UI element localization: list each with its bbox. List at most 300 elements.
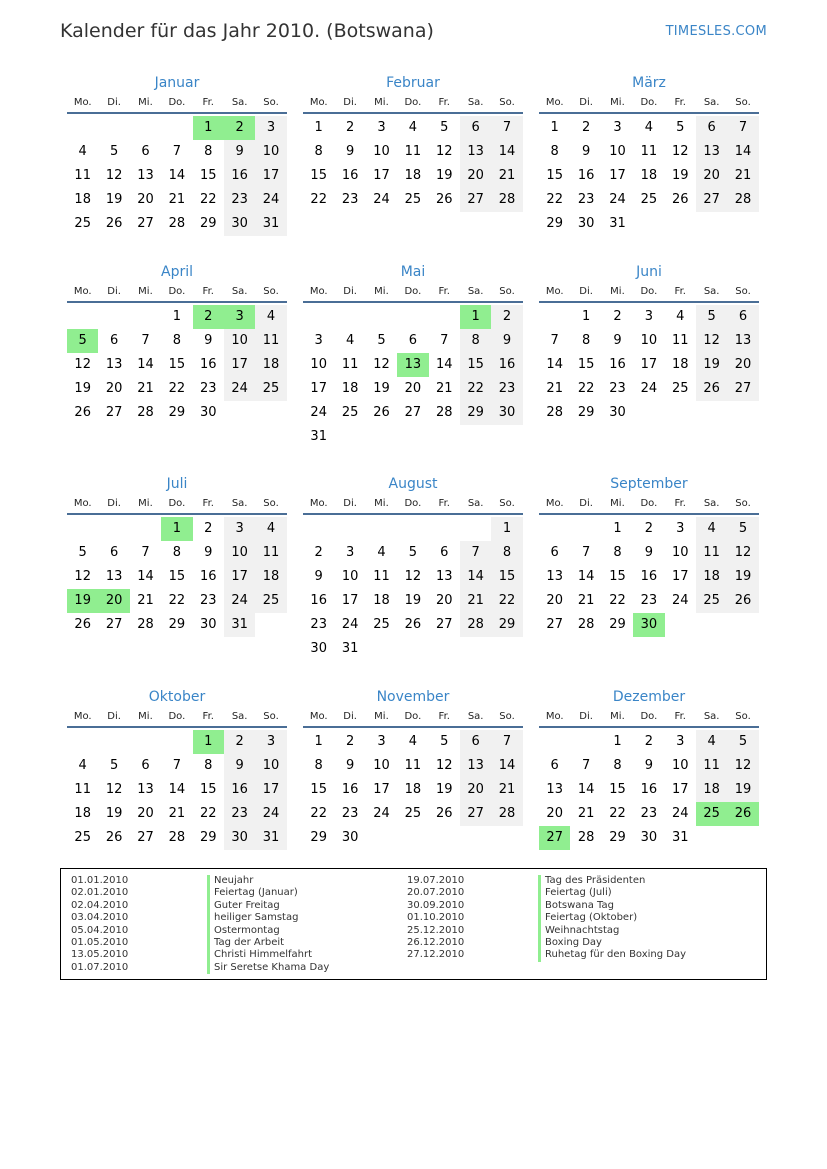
weekday-label: Do. xyxy=(404,97,422,108)
empty-cell xyxy=(98,517,129,541)
day-cell: 13 xyxy=(137,782,154,797)
holiday-day-cell: 1 xyxy=(193,116,224,140)
empty-cell xyxy=(334,305,365,329)
day-cell: 25 xyxy=(404,192,422,207)
month-title: September xyxy=(610,476,688,492)
day-cell: 7 xyxy=(141,333,150,348)
empty-cell xyxy=(397,637,428,661)
day-cell: 27 xyxy=(696,188,727,212)
day-cell: 3 xyxy=(676,734,685,749)
weekday-label: Sa. xyxy=(231,286,248,297)
day-cell: 8 xyxy=(491,541,522,565)
day-cell: 15 xyxy=(310,782,327,797)
day-cell: 30 xyxy=(224,826,255,850)
week-row xyxy=(67,754,287,778)
empty-cell xyxy=(460,517,491,541)
empty-cell xyxy=(397,305,428,329)
day-cell: 31 xyxy=(255,212,286,236)
empty-cell xyxy=(727,613,758,637)
day-cell: 26 xyxy=(435,192,453,207)
day-cell: 14 xyxy=(491,140,522,164)
day-cell: 4 xyxy=(408,734,417,749)
weekday-header xyxy=(67,708,287,728)
day-cell: 23 xyxy=(224,802,255,826)
day-cell: 26 xyxy=(671,192,689,207)
day-cell: 15 xyxy=(609,782,626,797)
day-cell: 8 xyxy=(172,333,181,348)
day-cell: 17 xyxy=(671,569,689,584)
day-cell: 4 xyxy=(345,333,355,348)
empty-cell xyxy=(665,613,696,637)
week-row xyxy=(539,826,759,850)
empty-cell xyxy=(491,826,522,850)
day-cell: 14 xyxy=(137,357,154,372)
empty-cell xyxy=(727,212,758,236)
day-cell: 14 xyxy=(137,569,154,584)
weekday-label: Fr. xyxy=(438,286,450,297)
day-cell: 24 xyxy=(255,188,286,212)
legend-date: 30.09.2010 xyxy=(407,899,465,911)
week-row xyxy=(539,802,759,826)
day-cell: 4 xyxy=(255,305,286,329)
legend-date: 19.07.2010 xyxy=(407,875,465,886)
day-cell: 13 xyxy=(460,754,491,778)
day-cell: 10 xyxy=(671,758,689,773)
week-row xyxy=(539,164,759,188)
empty-cell xyxy=(67,517,98,541)
day-cell: 10 xyxy=(255,754,286,778)
day-cell: 17 xyxy=(255,164,286,188)
day-cell: 22 xyxy=(199,806,217,821)
day-cell: 23 xyxy=(224,188,255,212)
day-cell: 12 xyxy=(373,357,390,372)
week-row xyxy=(67,116,287,140)
day-cell: 28 xyxy=(137,617,154,632)
day-cell: 9 xyxy=(224,754,255,778)
day-cell: 10 xyxy=(373,144,390,159)
day-cell: 29 xyxy=(199,216,217,231)
day-cell: 4 xyxy=(78,758,87,773)
day-cell: 31 xyxy=(310,429,327,444)
day-cell: 22 xyxy=(546,192,563,207)
day-cell: 17 xyxy=(224,353,255,377)
month-title: August xyxy=(388,476,438,492)
day-cell: 29 xyxy=(199,830,217,845)
day-cell: 3 xyxy=(377,120,386,135)
day-cell: 3 xyxy=(255,730,286,754)
empty-cell xyxy=(397,425,428,449)
brand-link[interactable]: TIMESLES.COM xyxy=(665,24,767,39)
week-row xyxy=(67,802,287,826)
day-cell: 31 xyxy=(609,216,626,231)
week-row xyxy=(303,778,523,802)
weekday-label: Sa. xyxy=(467,498,484,509)
day-cell: 16 xyxy=(491,353,522,377)
day-cell: 5 xyxy=(408,545,417,560)
day-cell: 23 xyxy=(640,593,658,608)
holiday-day-cell: 27 xyxy=(539,826,570,850)
week-row xyxy=(303,353,523,377)
day-cell: 17 xyxy=(373,168,390,183)
day-cell: 14 xyxy=(460,565,491,589)
weekday-label: Sa. xyxy=(467,711,484,722)
week-row xyxy=(303,188,523,212)
day-cell: 26 xyxy=(105,216,123,231)
day-cell: 22 xyxy=(609,806,626,821)
day-cell: 11 xyxy=(255,541,286,565)
empty-cell xyxy=(696,401,727,425)
day-cell: 8 xyxy=(581,333,591,348)
day-cell: 11 xyxy=(640,144,658,159)
legend-holiday-name: Tag der Arbeit xyxy=(207,937,329,949)
week-row xyxy=(67,778,287,802)
day-cell: 3 xyxy=(644,309,653,324)
empty-cell xyxy=(67,730,98,754)
day-cell: 20 xyxy=(727,353,758,377)
month-mai xyxy=(303,261,523,449)
day-cell: 21 xyxy=(460,589,491,613)
day-cell: 23 xyxy=(310,617,327,632)
day-cell: 24 xyxy=(224,377,255,401)
day-cell: 2 xyxy=(644,521,653,536)
day-cell: 28 xyxy=(577,830,595,845)
day-cell: 9 xyxy=(204,545,213,560)
day-cell: 20 xyxy=(435,593,453,608)
day-cell: 26 xyxy=(435,806,453,821)
week-row xyxy=(303,754,523,778)
month-juni xyxy=(539,261,759,425)
day-cell: 17 xyxy=(671,782,689,797)
weekday-label: Do. xyxy=(404,286,422,297)
week-row xyxy=(539,140,759,164)
day-cell: 21 xyxy=(491,164,522,188)
day-cell: 5 xyxy=(109,144,119,159)
empty-cell xyxy=(98,116,129,140)
day-cell: 7 xyxy=(727,116,758,140)
empty-cell xyxy=(539,305,570,329)
day-cell: 12 xyxy=(404,569,422,584)
month-dezember xyxy=(539,686,759,850)
weekday-header xyxy=(303,708,523,728)
week-row xyxy=(67,826,287,850)
day-cell: 21 xyxy=(137,381,154,396)
week-row xyxy=(67,613,287,637)
legend-holiday-name: Botswana Tag xyxy=(538,900,686,912)
weekday-label: Mo. xyxy=(545,286,564,297)
day-cell: 18 xyxy=(404,168,422,183)
weekday-label: Mo. xyxy=(545,711,564,722)
week-row xyxy=(67,212,287,236)
day-cell: 26 xyxy=(373,405,390,420)
day-cell: 5 xyxy=(727,517,758,541)
day-cell: 31 xyxy=(224,613,255,637)
empty-cell xyxy=(130,116,161,140)
day-cell: 19 xyxy=(105,806,123,821)
day-cell: 20 xyxy=(546,593,563,608)
day-cell: 16 xyxy=(199,357,217,372)
legend-date: 02.04.2010 xyxy=(71,899,129,911)
day-cell: 3 xyxy=(613,120,622,135)
day-cell: 21 xyxy=(577,593,595,608)
day-cell: 28 xyxy=(491,188,522,212)
day-cell: 3 xyxy=(345,545,355,560)
day-cell: 13 xyxy=(137,168,154,183)
month-oktober xyxy=(67,686,287,850)
day-cell: 13 xyxy=(546,569,563,584)
day-cell: 17 xyxy=(255,778,286,802)
weekday-label: Sa. xyxy=(467,97,484,108)
day-cell: 15 xyxy=(577,357,595,372)
weekday-label: So. xyxy=(499,97,515,108)
day-cell: 25 xyxy=(74,216,91,231)
day-cell: 6 xyxy=(550,758,559,773)
weekday-label: Fr. xyxy=(202,286,214,297)
empty-cell xyxy=(130,730,161,754)
empty-cell xyxy=(161,730,192,754)
week-row xyxy=(303,401,523,425)
day-cell: 2 xyxy=(224,730,255,754)
day-cell: 20 xyxy=(404,381,422,396)
weekday-header xyxy=(67,283,287,303)
day-cell: 24 xyxy=(310,405,327,420)
holiday-day-cell: 1 xyxy=(161,517,192,541)
holiday-day-cell: 2 xyxy=(224,116,255,140)
weekday-label: Mo. xyxy=(309,711,328,722)
day-cell: 4 xyxy=(255,517,286,541)
empty-cell xyxy=(460,637,491,661)
empty-cell xyxy=(570,517,601,541)
week-row xyxy=(539,329,759,353)
legend-holiday-name: Sir Seretse Khama Day xyxy=(207,962,329,974)
day-cell: 22 xyxy=(199,192,217,207)
day-cell: 12 xyxy=(435,758,453,773)
day-cell: 14 xyxy=(546,357,563,372)
day-cell: 14 xyxy=(577,569,595,584)
holiday-day-cell: 26 xyxy=(727,802,758,826)
weekday-label: Mo. xyxy=(73,711,92,722)
day-cell: 27 xyxy=(137,830,154,845)
day-cell: 25 xyxy=(696,589,727,613)
day-cell: 30 xyxy=(199,405,217,420)
day-cell: 13 xyxy=(546,782,563,797)
month-title: März xyxy=(632,75,666,91)
weekday-label: So. xyxy=(263,498,279,509)
day-cell: 2 xyxy=(644,734,653,749)
day-cell: 12 xyxy=(105,782,123,797)
holiday-day-cell: 1 xyxy=(460,305,491,329)
day-cell: 10 xyxy=(640,333,658,348)
day-cell: 19 xyxy=(74,381,91,396)
day-cell: 22 xyxy=(460,377,491,401)
weekday-label: Di. xyxy=(107,97,121,108)
weekday-label: Mo. xyxy=(73,498,92,509)
day-cell: 8 xyxy=(550,144,559,159)
day-cell: 11 xyxy=(255,329,286,353)
day-cell: 13 xyxy=(696,140,727,164)
weekday-label: Di. xyxy=(343,711,357,722)
day-cell: 12 xyxy=(105,168,123,183)
week-row xyxy=(539,613,759,637)
week-row xyxy=(539,565,759,589)
day-cell: 28 xyxy=(168,216,186,231)
day-cell: 18 xyxy=(255,565,286,589)
day-cell: 30 xyxy=(609,405,626,420)
day-cell: 20 xyxy=(105,381,123,396)
weekday-label: Mi. xyxy=(374,97,389,108)
day-cell: 3 xyxy=(224,517,255,541)
day-cell: 5 xyxy=(727,730,758,754)
weekday-label: Do. xyxy=(168,286,186,297)
day-cell: 22 xyxy=(310,192,327,207)
day-cell: 5 xyxy=(109,758,119,773)
day-cell: 29 xyxy=(577,405,595,420)
weekday-label: Sa. xyxy=(703,711,720,722)
legend-date: 02.01.2010 xyxy=(71,887,129,899)
day-cell: 10 xyxy=(224,541,255,565)
day-cell: 17 xyxy=(373,782,390,797)
day-cell: 31 xyxy=(255,826,286,850)
weekday-label: Fr. xyxy=(438,498,450,509)
weekday-label: Sa. xyxy=(703,498,720,509)
day-cell: 19 xyxy=(696,353,727,377)
day-cell: 15 xyxy=(609,569,626,584)
week-row xyxy=(303,329,523,353)
day-cell: 31 xyxy=(671,830,689,845)
week-row xyxy=(539,589,759,613)
weekday-label: Mo. xyxy=(309,498,328,509)
day-cell: 9 xyxy=(314,569,323,584)
week-row xyxy=(303,802,523,826)
day-cell: 6 xyxy=(141,144,150,159)
week-row xyxy=(303,565,523,589)
week-row xyxy=(303,305,523,329)
day-cell: 22 xyxy=(491,589,522,613)
day-cell: 21 xyxy=(137,593,154,608)
day-cell: 25 xyxy=(74,830,91,845)
day-cell: 16 xyxy=(199,569,217,584)
holiday-legend xyxy=(60,868,767,980)
empty-cell xyxy=(397,826,428,850)
legend-date: 25.12.2010 xyxy=(407,924,465,936)
day-cell: 15 xyxy=(168,357,186,372)
day-cell: 8 xyxy=(613,545,622,560)
day-cell: 25 xyxy=(640,192,658,207)
day-cell: 28 xyxy=(137,405,154,420)
legend-holiday-name: Guter Freitag xyxy=(207,900,329,912)
day-cell: 26 xyxy=(404,617,422,632)
day-cell: 19 xyxy=(727,778,758,802)
weekday-label: Di. xyxy=(107,711,121,722)
day-cell: 11 xyxy=(74,782,91,797)
day-cell: 27 xyxy=(435,617,453,632)
week-row xyxy=(303,377,523,401)
weekday-label: Di. xyxy=(579,498,593,509)
week-row xyxy=(539,778,759,802)
day-cell: 9 xyxy=(581,144,591,159)
day-cell: 21 xyxy=(168,806,186,821)
day-cell: 25 xyxy=(404,806,422,821)
month-november xyxy=(303,686,523,850)
day-cell: 13 xyxy=(105,569,123,584)
day-cell: 18 xyxy=(74,192,91,207)
empty-cell xyxy=(397,517,428,541)
day-cell: 12 xyxy=(696,329,727,353)
day-cell: 19 xyxy=(404,593,422,608)
weekday-label: Mi. xyxy=(610,711,625,722)
empty-cell xyxy=(696,212,727,236)
day-cell: 24 xyxy=(341,617,359,632)
day-cell: 23 xyxy=(491,377,522,401)
day-cell: 29 xyxy=(168,405,186,420)
day-cell: 25 xyxy=(255,589,286,613)
weekday-label: Mi. xyxy=(138,286,153,297)
day-cell: 9 xyxy=(644,758,653,773)
legend-date: 01.05.2010 xyxy=(71,936,129,948)
week-row xyxy=(67,305,287,329)
day-cell: 26 xyxy=(696,377,727,401)
legend-holiday-name: Feiertag (Juli) xyxy=(538,887,686,899)
weekday-label: Di. xyxy=(579,711,593,722)
week-row xyxy=(303,730,523,754)
legend-holiday-name: Boxing Day xyxy=(538,937,686,949)
weekday-header xyxy=(539,708,759,728)
day-cell: 16 xyxy=(341,782,359,797)
empty-cell xyxy=(429,637,460,661)
weekday-label: So. xyxy=(499,286,515,297)
week-row xyxy=(539,377,759,401)
weekday-label: Do. xyxy=(168,711,186,722)
day-cell: 24 xyxy=(224,589,255,613)
day-cell: 11 xyxy=(696,541,727,565)
day-cell: 19 xyxy=(671,168,689,183)
day-cell: 17 xyxy=(310,381,327,396)
day-cell: 6 xyxy=(696,116,727,140)
day-cell: 18 xyxy=(696,778,727,802)
empty-cell xyxy=(67,116,98,140)
weekday-label: Do. xyxy=(168,97,186,108)
week-row xyxy=(539,353,759,377)
day-cell: 21 xyxy=(727,164,758,188)
day-cell: 21 xyxy=(546,381,563,396)
day-cell: 11 xyxy=(696,754,727,778)
week-row xyxy=(303,425,523,449)
page-title: Kalender für das Jahr 2010. (Botswana) xyxy=(60,20,434,42)
weekday-label: Fr. xyxy=(438,97,450,108)
empty-cell xyxy=(727,826,758,850)
weekday-label: So. xyxy=(735,711,751,722)
empty-cell xyxy=(491,425,522,449)
month-januar xyxy=(67,72,287,236)
empty-cell xyxy=(539,517,570,541)
week-row xyxy=(67,589,287,613)
month-title: Juli xyxy=(166,476,188,492)
day-cell: 25 xyxy=(373,617,390,632)
day-cell: 7 xyxy=(550,333,559,348)
day-cell: 7 xyxy=(172,144,181,159)
week-row xyxy=(303,517,523,541)
empty-cell xyxy=(303,517,334,541)
empty-cell xyxy=(366,637,397,661)
weekday-header xyxy=(67,495,287,515)
day-cell: 29 xyxy=(491,613,522,637)
day-cell: 20 xyxy=(137,192,154,207)
day-cell: 9 xyxy=(224,140,255,164)
day-cell: 5 xyxy=(377,333,386,348)
empty-cell xyxy=(255,613,286,637)
holiday-day-cell: 19 xyxy=(67,589,98,613)
weekday-label: So. xyxy=(735,498,751,509)
day-cell: 26 xyxy=(727,589,758,613)
